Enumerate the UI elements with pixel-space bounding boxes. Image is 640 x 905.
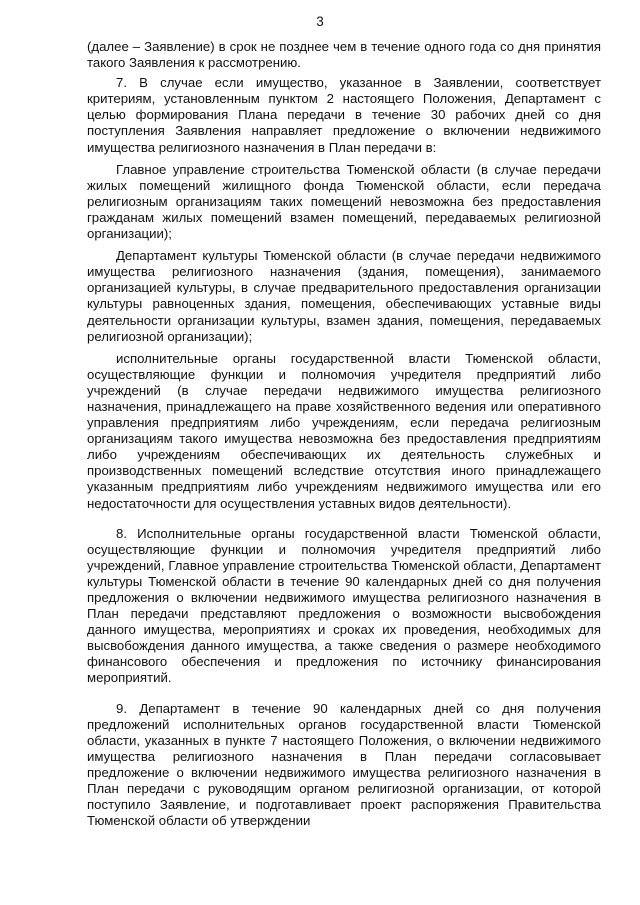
paragraph-7-item-3: исполнительные органы государственной власти Тюменской области, осуществляющие функции и полномочия учредителя предприятий либо учреждений (в случае передачи недвижимого имущества религиозного назначения, принадлежащего на праве хозяйственного ведения или оперативного управления предприятиям либо учреждениям, если передача религиозным организациям такого имущества невозможна без предоставления предприятиям либо учреждениям обеспечивающих их деятельность служебных и производственных помещений вследствие отсутствия иного принадлежащего указанным предприятиям либо учреждениям недвижимого имущества или его недостаточности для осуществления уставных видов деятельности).: [87, 350, 601, 511]
document-body: [87, 39, 601, 829]
paragraph-continuation: (далее – Заявление) в срок не позднее чем в течение одного года со дня принятия такого Заявления к рассмотрению.: [87, 39, 601, 71]
paragraph-7-item-2: Департамент культуры Тюменской области (в случае передачи недвижимого имущества религиозного назначения (здания, помещения), занимаемого организацией культуры, в случае предварительного предоставления организации культуры равноценных здания, помещения, обеспечивающих уставные виды деятельности организации культуры, взамен здания, помещения, передаваемых религиозной организации);: [87, 248, 601, 344]
paragraph-8: 8. Исполнительные органы государственной власти Тюменской области, осуществляющие функции и полномочия учредителя предприятий либо учреждений, Главное управление строительства Тюменской области, Департамент культуры Тюменской области в течение 90 календарных дней со дня получения предложения о включении недвижимого имущества религиозного назначения в План передачи представляют предложения о возможности высвобождения данного имущества, мероприятиях и сроках их проведения, необходимых для высвобождения данного имущества, а также сведения о размере необходимого финансового обеспечения и предложения по источнику финансирования мероприятий.: [87, 525, 601, 686]
page-number: 3: [316, 14, 324, 29]
paragraph-7-item-1: Главное управление строительства Тюменской области (в случае передачи жилых помещений жилищного фонда Тюменской области, если передача религиозным организациям таких помещений невозможна без предоставления гражданам жилых помещений взамен помещений, передаваемых религиозной организации);: [87, 161, 601, 242]
paragraph-7: 7. В случае если имущество, указанное в Заявлении, соответствует критериям, установленным пунктом 2 настоящего Положения, Департамент с целью формирования Плана передачи в течение 30 рабочих дней со дня поступления Заявления направляет предложение о включении недвижимого имущества религиозного назначения в План передачи в:: [87, 75, 601, 155]
paragraph-9: 9. Департамент в течение 90 календарных дней со дня получения предложений исполнительных органов государственной власти Тюменской области, указанных в пункте 7 настоящего Положения, о включении недвижимого имущества религиозного назначения в План передачи согласовывает предложение о включении недвижимого имущества религиозного назначения в План передачи с руководящим органом религиозной организации, от которой поступило Заявление, и подготавливает проект распоряжения Правительства Тюменской области об утверждении: [87, 700, 601, 829]
